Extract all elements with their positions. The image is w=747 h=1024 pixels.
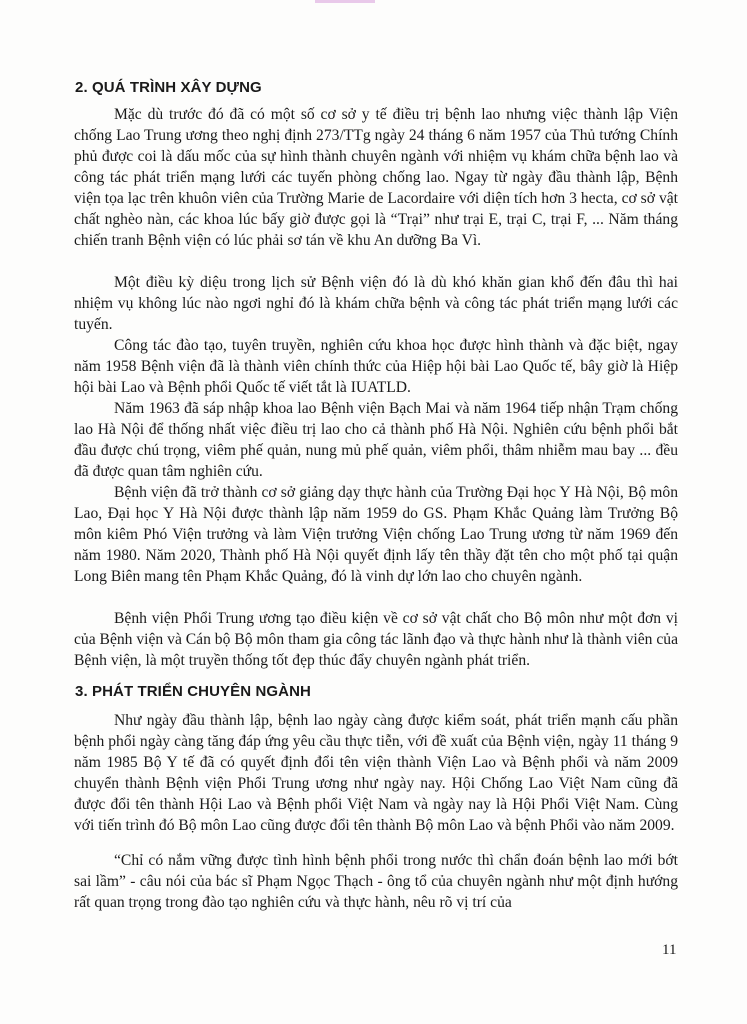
paragraph: Như ngày đầu thành lập, bệnh lao ngày càng được kiểm soát, phát triển mạnh cấu phần bệnh phổi ngày càng tăng đáp ứng yêu cầu thực tiễn, với đề xuất của Bệnh viện, ngày 11 tháng 9 năm 1985 Bộ Y tế đã có quyết định đổi tên viện thành Viện Lao và Bệnh phổi và năm 2009 chuyển thành Bệnh viện Phổi Trung ương như ngày nay. Hội Chống Lao Việt Nam cũng đã được đổi tên thành Hội Lao và Bệnh phổi Việt Nam và ngày nay là Hội Phổi Việt Nam. Cùng với tiến trình đó Bộ môn Lao cũng được đổi tên thành Bộ môn Lao và bệnh Phổi vào năm 2009.	[74, 712, 678, 834]
paragraph: “Chỉ có nắm vững được tình hình bệnh phổi trong nước thì chẩn đoán bệnh lao mới bớt sai lầm” - câu nói của bác sĩ Phạm Ngọc Thạch - ông tổ của chuyên ngành như một định hướng rất quan trọng trong đào tạo nghiên cứu và thực hành, nêu rõ vị trí của	[74, 852, 678, 911]
section-heading-development: 3. PHÁT TRIỂN CHUYÊN NGÀNH	[75, 683, 311, 700]
paragraph: Bệnh viện Phổi Trung ương tạo điều kiện về cơ sở vật chất cho Bộ môn như một đơn vị của Bệnh viện và Cán bộ Bộ môn tham gia công tác lãnh đạo và thực hành như là thành viên của Bệnh viện, là một truyền thống tốt đẹp thúc đẩy chuyên ngành phát triển.	[74, 610, 678, 669]
paragraph: Một điều kỳ diệu trong lịch sử Bệnh viện đó là dù khó khăn gian khổ đến đâu thì hai nhiệm vụ không lúc nào ngơi nghỉ đó là khám chữa bệnh và công tác phát triển mạng lưới các tuyến.	[74, 274, 678, 333]
paragraph: Công tác đào tạo, tuyên truyền, nghiên cứu khoa học được hình thành và đặc biệt, ngay năm 1958 Bệnh viện đã là thành viên chính thức của Hiệp hội bài Lao Quốc tế, bây giờ là Hiệp hội bài Lao và Bệnh phổi Quốc tế viết tắt là IUATLD.	[74, 337, 678, 396]
section-heading-construction: 2. QUÁ TRÌNH XÂY DỰNG	[75, 79, 262, 96]
paragraph: Bệnh viện đã trở thành cơ sở giảng dạy thực hành của Trường Đại học Y Hà Nội, Bộ môn Lao, Đại học Y Hà Nội được thành lập năm 1959 do GS. Phạm Khắc Quảng làm Trưởng Bộ môn kiêm Phó Viện trưởng và làm Viện trưởng Viện chống Lao Trung ương từ năm 1969 đến năm 1980. Năm 2020, Thành phố Hà Nội quyết định lấy tên thầy đặt tên cho một phố tại quận Long Biên mang tên Phạm Khắc Quảng, đó là vinh dự lớn lao cho chuyên ngành.	[74, 484, 678, 585]
paragraph: Mặc dù trước đó đã có một số cơ sở y tế điều trị bệnh lao nhưng việc thành lập Viện chống Lao Trung ương theo nghị định 273/TTg ngày 24 tháng 6 năm 1957 của Thủ tướng Chính phủ được coi là dấu mốc của sự hình thành chuyên ngành với nhiệm vụ khám chữa bệnh lao và công tác phát triển mạng lưới các tuyến phòng chống lao. Ngay từ ngày đầu thành lập, Bệnh viện tọa lạc trên khuôn viên của Trường Marie de Lacordaire với diện tích hơn 3 hecta, cơ sở vật chất nghèo nàn, các khoa lúc bấy giờ được gọi là “Trại” như trại E, trại C, trại F, ... Năm tháng chiến tranh Bệnh viện có lúc phải sơ tán về khu An dưỡng Ba Vì.	[74, 106, 678, 249]
page-number: 11	[662, 942, 677, 958]
document-page	[74, 0, 678, 1024]
paragraph: Năm 1963 đã sáp nhập khoa lao Bệnh viện Bạch Mai và năm 1964 tiếp nhận Trạm chống lao Hà Nội để thống nhất việc điều trị lao cho cả thành phố Hà Nội. Nghiên cứu bệnh phổi bắt đầu được chú trọng, viêm phế quản, nung mủ phế quản, viêm phổi, thâm nhiễm mau bay ... đều đã được quan tâm nghiên cứu.	[74, 400, 678, 480]
